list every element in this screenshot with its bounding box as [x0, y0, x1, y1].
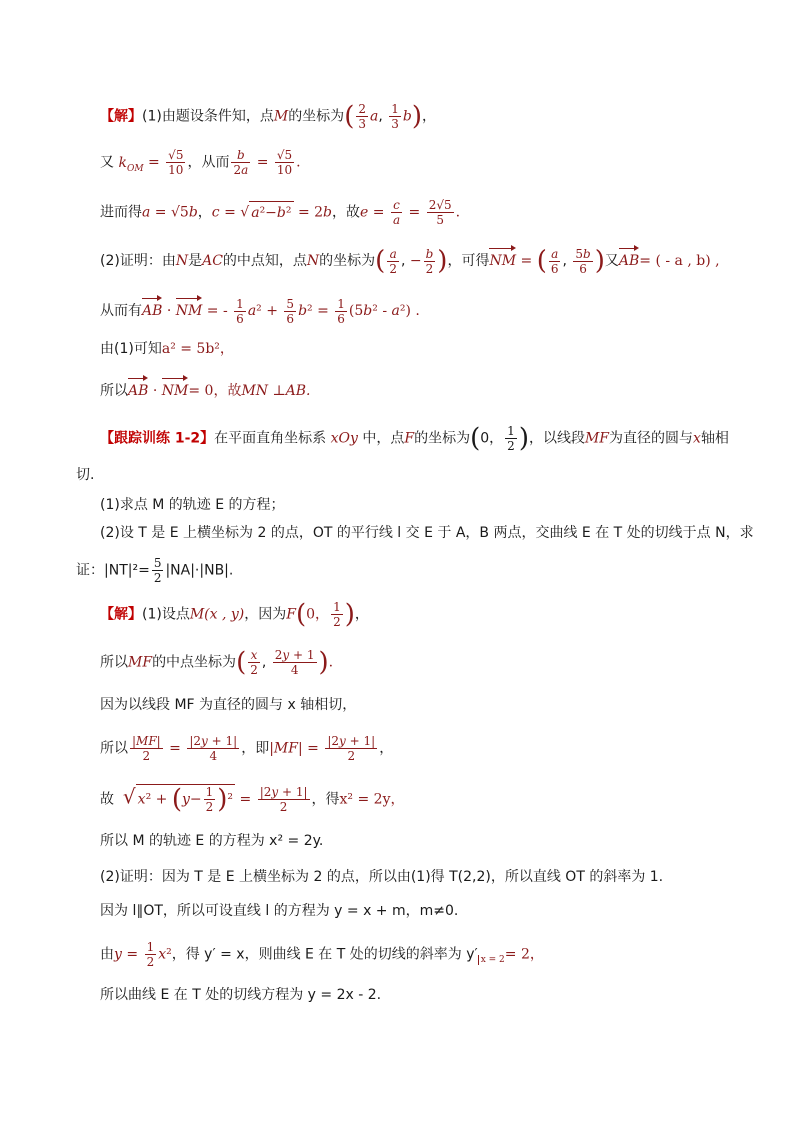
fraction: $\frac{2}{3}$: [358, 102, 366, 131]
solution1-line1: 【解】(1)由题设条件知，点M的坐标为( $\frac{2}{3}$ a, $\frac{1}{3}$ b)，: [100, 101, 437, 132]
solution1-line4: (2)证明：由N是AC的中点知，点N的坐标为( $\frac{a}{2}$ , − $\frac{b}{2}$ )，可得NM = ( $\frac{a}{6}$ , $\frac{5b}{6}$ )又AB= ( - a , b) ,: [100, 246, 720, 276]
exercise-intro-wrap: 切.: [76, 467, 95, 483]
solution1-line6: 由(1)可知a² = 5b²，: [100, 341, 234, 357]
solution2-line3: 因为以线段 MF 为直径的圆与 x 轴相切，: [100, 697, 357, 713]
exercise-intro: 【跟踪训练 1-2】在平面直角坐标系 xOy 中，点F的坐标为(0， $\frac{1}{2}$ )，以线段MF为直径的圆与x轴相: [100, 423, 729, 454]
solution2-line9: 由y = $\frac{1}{2}$ x²，得 y′ = x，则曲线 E 在 T 处的切线的斜率为 y′ $_{x = 2}$= 2，: [100, 940, 544, 969]
solution1-line7: 所以AB · NM= 0，故MN ⊥AB.: [100, 376, 734, 402]
solution2-line10: 所以曲线 E 在 T 处的切线方程为 y = 2x - 2.: [100, 987, 382, 1003]
exercise-q2: (2)设 T 是 E 上横坐标为 2 的点，OT 的平行线 l 交 E 于 A，B 两点，交曲线 E 在 T 处的切线于点 N，求: [100, 525, 754, 541]
solution1-line2: 又 $k_{OM}$ = $\frac{√5}{10}$ ，从而 $\frac{b}{2a}$ = $\frac{√5}{10}$ .: [100, 148, 301, 177]
solution-tag: 【解】: [100, 606, 142, 623]
solution2-line4: 所以 $\frac{|MF|}{2}$ = $\frac{|2y + 1|}{4}$ ，即|MF| = $\frac{|2y + 1|}{2}$ ，: [100, 734, 394, 763]
exercise-label: 【跟踪训练 1-2】: [100, 430, 215, 447]
solution1-line3: 进而得a = √5b，c = √ a²−b² = 2b，故e = $\frac{c}{a}$ = $\frac{2√5}{5}$ .: [100, 198, 461, 227]
solution-tag: 【解】: [100, 108, 142, 125]
solution2-line2: 所以MF的中点坐标为( $\frac{x}{2}$ , $\frac{2y + 1}{4}$ ).: [100, 647, 334, 678]
solution2-line5: 故 √ x² + (y− $\frac{1}{2}$ )² = $\frac{|2y + 1|}{2}$ ，得x² = 2y，: [100, 784, 405, 815]
solution2-line7: (2)证明：因为 T 是 E 上横坐标为 2 的点，所以由(1)得 T(2,2)，所以直线 OT 的斜率为 1.: [100, 869, 664, 885]
solution2-line1: 【解】(1)设点M(x , y)，因为F(0， $\frac{1}{2}$ )，: [100, 599, 369, 630]
solution1-line5: 从而有AB · NM = - $\frac{1}{6}$ a² + $\frac{5}{6}$ b² = $\frac{1}{6}$ (5b² - a²) .: [100, 296, 420, 326]
exercise-q2-wrap: 证：|NT|²= $\frac{5}{2}$ |NA|·|NB|.: [76, 556, 234, 585]
solution2-line6: 所以 M 的轨迹 E 的方程为 x² = 2y.: [100, 833, 324, 849]
solution2-line8: 因为 l∥OT，所以可设直线 l 的方程为 y = x + m，m≠0.: [100, 903, 459, 919]
exercise-q1: (1)求点 M 的轨迹 E 的方程；: [100, 497, 285, 513]
